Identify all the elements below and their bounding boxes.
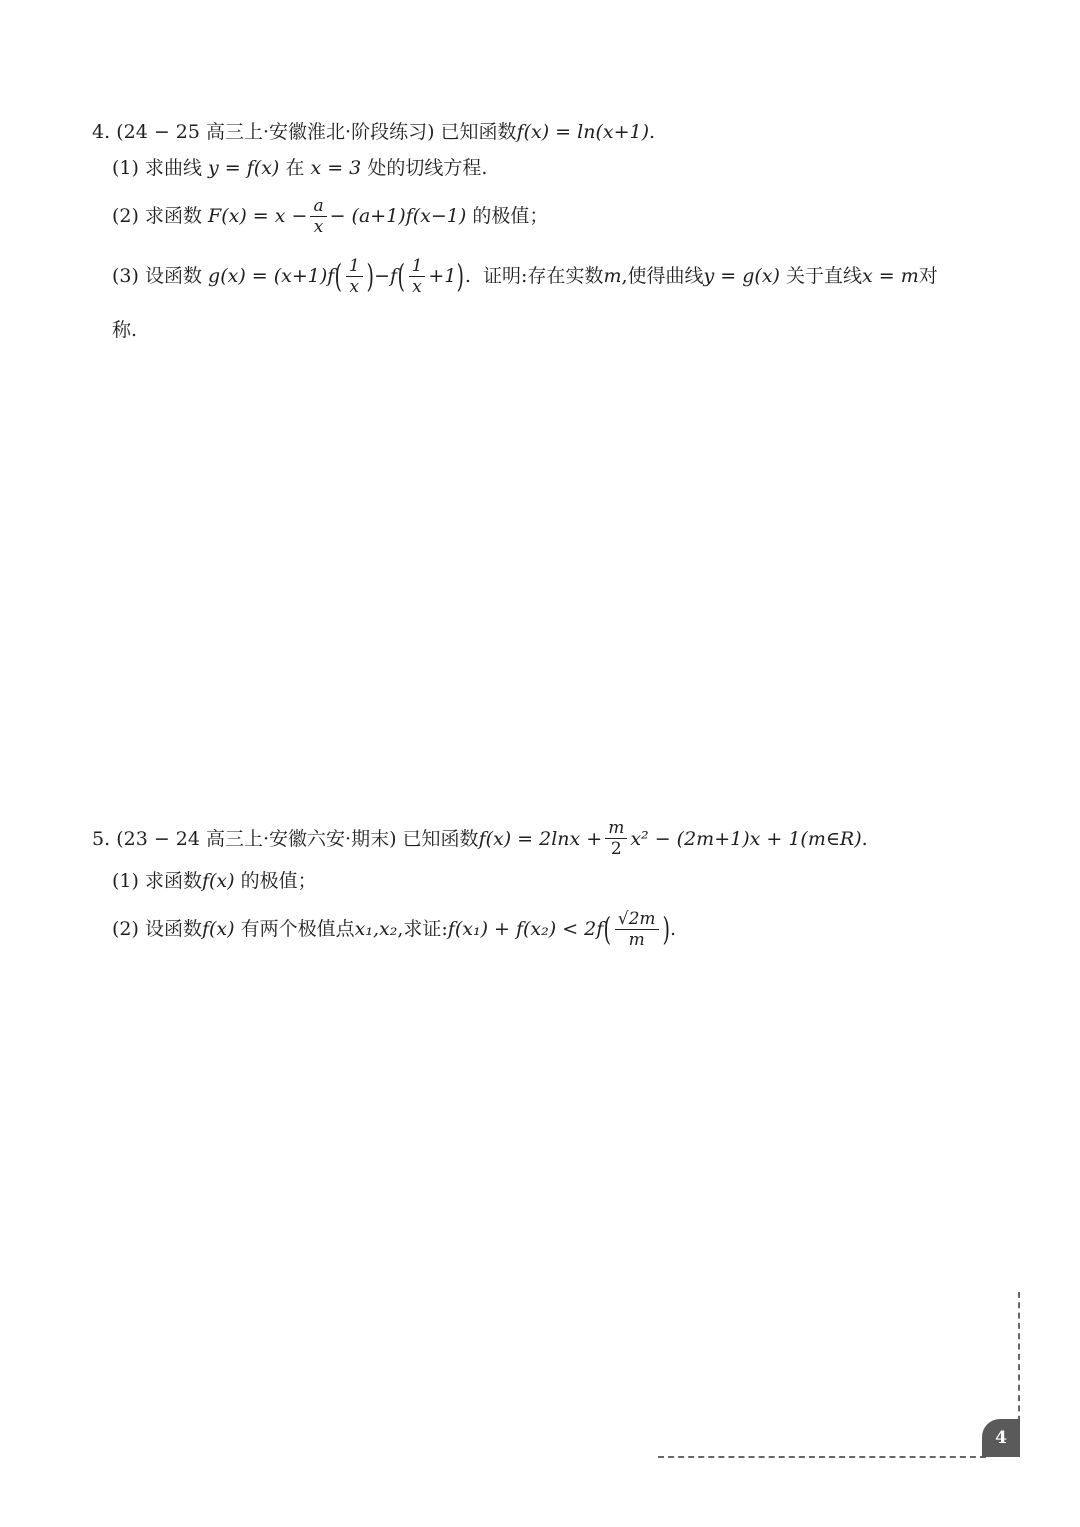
fraction-numerator: 1 [409,256,426,277]
part-text: 在 [285,157,305,179]
fraction-numerator: m [605,818,627,839]
problem-5 [92,818,992,955]
part-label: (1) [112,870,139,892]
part-text: 求曲线 [144,157,202,179]
fraction [409,256,426,297]
problem-5-part-1 [92,867,992,895]
dashed-border-horizontal [658,1456,986,1458]
problem-5-stem [92,818,992,859]
formula: f(x) [201,870,235,892]
part-text: 处的切线方程. [367,157,488,179]
fraction-denominator: x [412,276,422,297]
part-text: ,求证: [397,918,448,940]
part-text: 设函数 [144,918,202,940]
fraction [615,909,659,950]
part-label: (2) [112,918,139,940]
stem-formula: x² − (2m+1)x + 1(m∈R). [630,827,868,850]
problem-number: 4. [92,121,111,143]
part-text: 求函数 [144,870,202,892]
part-text: 的极值； [240,870,317,892]
formula: −f [374,265,398,287]
fraction [310,196,326,237]
formula: y = g(x) [703,265,780,287]
problem-4-part-2 [92,190,992,242]
problem-4 [92,118,992,344]
left-paren: ( [603,910,612,948]
page-number-tab [982,1419,1020,1457]
problem-number: 5. [92,827,111,850]
part-text: 对 [918,265,938,287]
formula: − (a+1)f(x−1) [329,205,467,227]
formula: g(x) = (x+1)f [208,265,335,287]
fraction [605,818,627,859]
formula: . [670,918,677,940]
formula: f(x) [201,918,235,940]
part-text: 有两个极值点 [240,918,355,940]
formula: F(x) = x − [208,205,308,227]
fraction-numerator: 1 [346,256,363,277]
fraction-denominator: m [628,929,645,950]
stem-text: 已知函数 [402,827,479,850]
stem-formula: f(x) = 2lnx + [478,827,603,850]
right-paren: ) [662,910,670,948]
fraction-denominator: 2 [610,839,622,859]
formula: m [603,265,622,287]
part-text: 设函数 [144,265,202,287]
problem-4-part-3-continued [92,316,992,344]
left-paren: ( [334,257,343,295]
stem-formula: f(x) = ln(x+1). [516,121,656,143]
formula: y = f(x) [208,157,280,179]
fraction-denominator: x [349,276,360,297]
right-paren: ) [366,257,374,295]
formula: x₁,x₂ [354,918,398,940]
part-label: (3) [112,265,139,287]
fraction [346,256,363,297]
formula: x = m [862,265,919,287]
formula: . [464,265,471,287]
formula: x = 3 [310,157,362,179]
left-paren: ( [397,257,406,295]
problem-source: (24 − 25 高三上·安徽淮北·阶段练习) [116,121,435,143]
problem-4-part-1 [92,154,992,182]
problem-4-part-3 [92,250,992,302]
part-text: 关于直线 [786,265,863,287]
part-label: (1) [112,157,139,179]
fraction-numerator: a [310,196,326,217]
page-number: 4 [995,1428,1007,1448]
formula: +1 [428,265,457,287]
part-text: ,使得曲线 [621,265,704,287]
part-text: 证明:存在实数 [483,265,604,287]
dashed-border-vertical [1018,1292,1020,1432]
fraction-denominator: x [313,216,324,237]
stem-text: 已知函数 [440,121,517,143]
problem-5-part-2 [92,903,992,955]
part-label: (2) [112,205,139,227]
right-paren: ) [456,257,465,295]
fraction-numerator: √2m [615,909,659,930]
problem-source: (23 − 24 高三上·安徽六安·期末) [116,827,397,850]
part-text: 称. [112,319,138,341]
part-text: 求函数 [144,205,202,227]
problem-4-stem [92,118,992,146]
formula: f(x₁) + f(x₂) < 2f [447,918,604,940]
part-text: 的极值； [472,205,549,227]
